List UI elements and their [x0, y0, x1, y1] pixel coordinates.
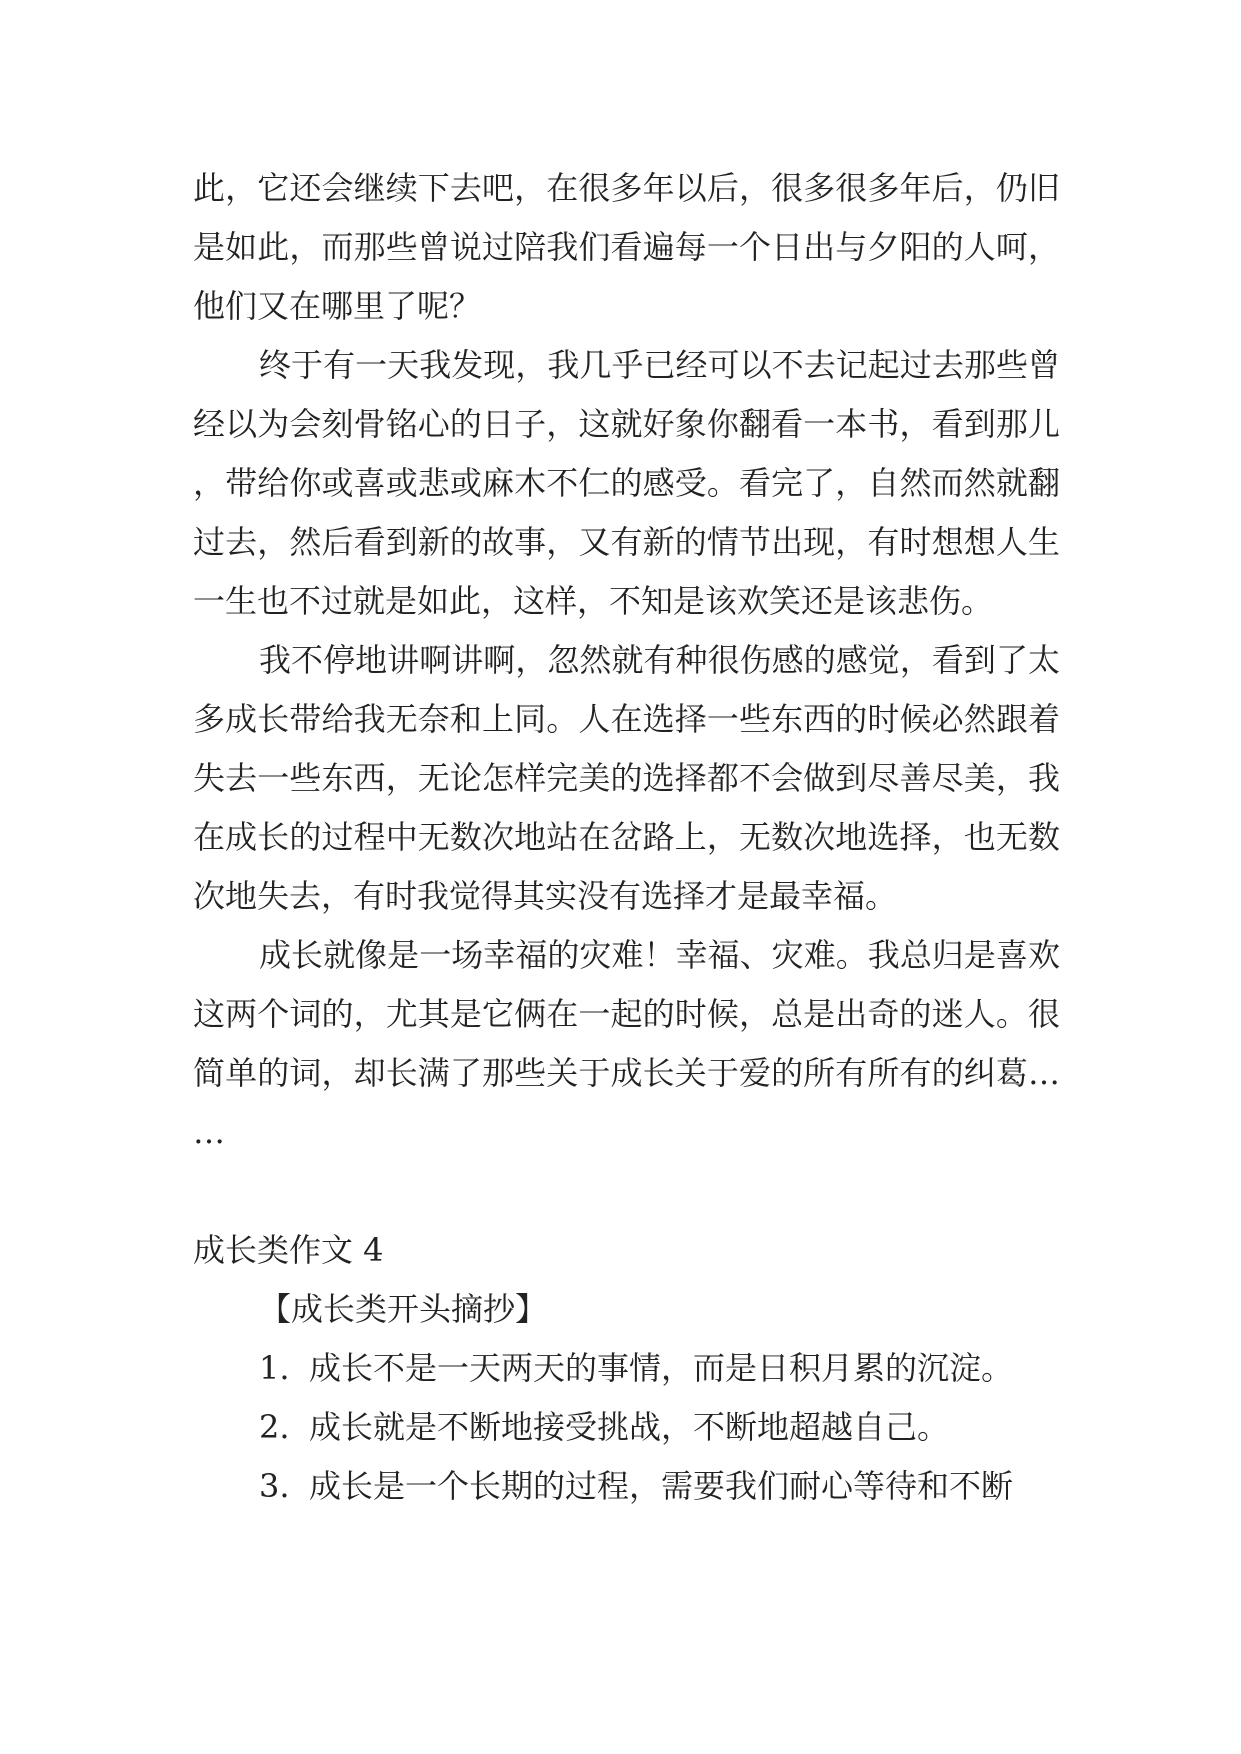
paragraph-2: 终于有一天我发现，我几乎已经可以不去记起过去那些曾经以为会刻骨铭心的日子，这就好象你翻看一本书，看到那儿，带给你或喜或悲或麻木不仁的感受。看完了，自然而然就翻过去，然后看到新的故事，又有新的情节出现，有时想想人生一生也不过就是如此，这样，不知是该欢笑还是该悲伤。 — [193, 346, 1060, 620]
list-item-text: 成长是一个长期的过程，需要我们耐心等待和不断 — [309, 1467, 1014, 1505]
list-item-number: 2. — [259, 1408, 290, 1446]
list-item-number: 3. — [259, 1467, 290, 1505]
subsection-title: 【成长类开头摘抄】 — [259, 1290, 548, 1328]
list-item — [193, 1339, 1060, 1398]
document-body — [193, 159, 1060, 1516]
list-item-text: 成长不是一天两天的事情，而是日积月累的沉淀。 — [309, 1349, 1014, 1387]
paragraph-4: 成长就像是一场幸福的灾难！幸福、灾难。我总归是喜欢这两个词的，尤其是它俩在一起的时候，总是出奇的迷人。很简单的词，却长满了那些关于成长关于爱的所有所有的纠葛…… — [193, 936, 1060, 1151]
paragraph-1: 此，它还会继续下去吧，在很多年以后，很多很多年后，仍旧是如此，而那些曾说过陪我们看遍每一个日出与夕阳的人呵，他们又在哪里了呢？ — [193, 169, 1060, 325]
section-gap — [193, 1162, 1060, 1221]
excerpt-list — [193, 1339, 1060, 1516]
list-item — [193, 1457, 1060, 1516]
paragraph-3: 我不停地讲啊讲啊，忽然就有种很伤感的感觉，看到了太多成长带给我无奈和上同。人在选择一些东西的时候必然跟着失去一些东西，无论怎样完美的选择都不会做到尽善尽美，我在成长的过程中无数次地站在岔路上，无数次地选择，也无数次地失去，有时我觉得其实没有选择才是最幸福。 — [193, 641, 1060, 915]
list-item-number: 1. — [259, 1349, 290, 1387]
list-item — [193, 1398, 1060, 1457]
list-item-text: 成长就是不断地接受挑战，不断地超越自己。 — [309, 1408, 950, 1446]
section-title: 成长类作文 4 — [193, 1231, 384, 1269]
